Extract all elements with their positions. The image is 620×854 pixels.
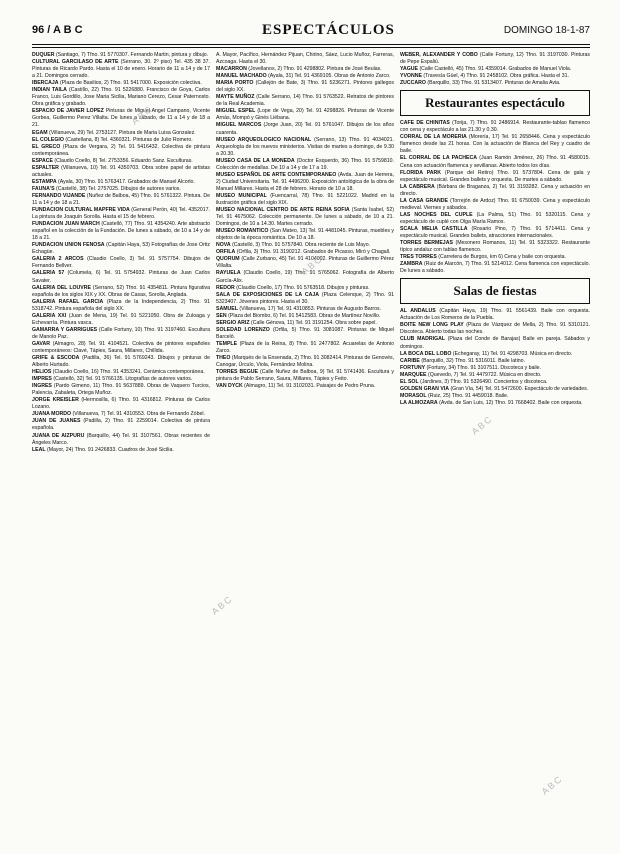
listing-entry (216, 242, 394, 249)
listing-details: (Mesonero Romanos, 11) Tel. 91 5323322. Restaurante típico andaluz con tablao flamenco. (400, 240, 590, 254)
listing-entry (400, 400, 590, 407)
listing-details: (Hermosilla, 6) Tfno. 91 4316812. Pinturas de Carlos Lozano. (32, 397, 210, 411)
listing-details: (Capitán Haya, 19) Tfno. 91 5561439. Baile con orquesta. Actuación de Los Romeros de la Puebla. (400, 308, 590, 322)
listing-name: CARIBE (400, 357, 420, 364)
listing-entry (216, 327, 394, 341)
listing-details: (Castillo, 22) Tfno. 91 5226880. Francisco de Goya, Carlos Franco, Luis Gordillo, Jose Maria Sicilia, Mariano Cerezo, Cesar Paternosto. Obra gráfica y grabado. (32, 87, 210, 108)
listing-details: (Callejón de Bate, 3) Tfno. 91 5236271. Pintores gallegos del siglo XX. (216, 80, 394, 94)
listing-details: (Claudio Coello, 3) Tel. 91 5757754. Dibujos de Fernando Bellver. (32, 256, 210, 270)
listing-entry (32, 193, 210, 207)
listing-name: MUSEO ESPAÑOL DE ARTE CONTEMPORANEO (216, 171, 337, 178)
listing-details: (Doctor Esquerdo, 36) Tfno. 91 5759810. Colección de medallas. De 10 a 14 y de 17 a 19. (216, 157, 394, 171)
listing-name: YVONNE (400, 73, 422, 80)
listing-details: (Calle Fortuny, 10) Tfno. 91 3197460. Escultura de Manolo Paz. (32, 326, 210, 340)
listing-details: (Serrano, 13) Tfno. 91 4034021. Arqueología de los nuevos ministerios. Visitas de martes a domingo, de 9.30 a 20.30. (216, 136, 394, 157)
listing-name: TORRES BERMEJAS (400, 240, 453, 247)
listing-entry (216, 292, 394, 306)
listing-details: (Calle Fortuny, 12) Tfno. 91 3197030. Pinturas de Pepe Espaliú. (400, 52, 590, 66)
listing-entry (216, 52, 394, 66)
listing-entry (400, 240, 590, 254)
listing-name: JORGE KREISLER (32, 397, 79, 404)
listing-details: (Villanueva, 29) Tel. 2753127. Pintura de Maria Luisa Gonzalez. (49, 129, 196, 136)
listing-entry (400, 184, 590, 198)
listing-entry (400, 226, 590, 240)
listing-name: INGRES (32, 383, 52, 390)
listing-name: YAGUE (400, 66, 418, 73)
listing-details: (Parque del Retiro) Tfno. 91 5737804. Cena de gala y espectáculo musical. Grandes ballets y orquesta. De martes a sábado. (400, 169, 590, 183)
listing-details: (San Mateo, 13) Tel. 91 4481045. Pinturas, muebles y objetos de la época romántica. De 10 a 18. (216, 228, 394, 242)
listing-details: (Gran Vía, 54) Tel. 91 5472600. Espectáculo de variedades. (450, 385, 589, 392)
listing-entry (32, 186, 210, 193)
listing-name: IMPRES (32, 376, 52, 383)
listing-details: (Lope de Vega, 20) Tel. 91 4298826. Pinturas de Vicente Arnás, Mompó y Ginés Liébana. (216, 108, 394, 122)
listing-entry (216, 122, 394, 136)
listing-name: MUSEO MUNICIPAL (216, 192, 267, 199)
listing-name: SEN (216, 312, 227, 319)
listing-entry (400, 134, 590, 155)
listing-name: LAS NOCHES DEL CUPLE (400, 211, 473, 218)
listing-name: GOLDEN GRAN VIA (400, 385, 449, 392)
listing-entry (32, 299, 210, 313)
watermark: ABC (129, 103, 155, 127)
listing-name: GRIFE & ESCODA (32, 355, 80, 362)
listing-entry (32, 285, 210, 299)
listing-entry (400, 120, 590, 134)
listing-details: (Morería, 17) Tel. 91 2658446. Cena y espectáculo flamenco desde las 21 horas. Con la actuación de Blanca del Rey y cuadro de baile. (400, 134, 590, 155)
listing-details: (Claudio Coello, 8) Tel. 2753356. Eduardo Sanz. Esculturas. (54, 157, 193, 164)
listing-name: CLUB MADRIGAL (400, 336, 446, 343)
listing-entry (32, 52, 210, 59)
listing-name: MANUEL MACHADO (216, 73, 267, 80)
listing-name: REDOR (216, 284, 235, 291)
listing-details: (Plaza del Biombo, 6) Tel. 91 5412583. Obras de Martínez Novillo. (228, 312, 381, 319)
listing-details: (Villanueva, 17) Tel. 91 4310853. Pinturas de Augusto Barros. (239, 305, 382, 312)
listing-details: (Jardines, 3) Tfno. 91 5326490. Conciertos y discoteca. (420, 378, 548, 385)
listing-name: FLORIDA PARK (400, 169, 442, 176)
listing-entry (216, 313, 394, 320)
listing-entry (400, 254, 590, 261)
restaurants-heading: Restaurantes espectáculo (400, 90, 590, 116)
watermark: ABC (469, 413, 495, 437)
listing-details: (Bárbara de Braganza, 2) Tel. 91 3193282. Cena y actuación en directo. (400, 183, 590, 197)
listing-name: NOVA (216, 242, 231, 249)
listing-details: (Plaza del Conde de Barajas) Baile en pareja. Sábados y domingos. (400, 336, 590, 350)
listing-entry (32, 256, 210, 270)
listing-details: (Quevedo, 7) Tel. 91 4479722. Música en directo. (427, 371, 542, 378)
listing-entry (216, 383, 394, 390)
listing-entry (32, 80, 210, 87)
listing-entry (216, 172, 394, 193)
listing-details: (Castelló, 32) Tel. 91 5766135. Litografías de autores varios. (53, 376, 193, 383)
listing-name: LA BOCA DEL LOBO (400, 350, 452, 357)
listing-name: GAMARRA Y GARRIGUES (32, 326, 98, 333)
listing-details: (Castelló, 38) Tel. 2757025. Dibujos de autores varios. (56, 185, 181, 192)
listing-entry (32, 397, 210, 411)
listing-details: (Echegaray, 11) Tel. 91 4298703. Música en directo. (452, 350, 573, 357)
listing-details: (Capitán Haya, 53) Fotografías de Jose Ortiz Echagüe. (32, 242, 210, 256)
listing-details: (Plaza de Vergara, 2) Tel. 91 5416432. Colectiva de pintura contemporánea. (32, 143, 210, 157)
listing-details: (Orfila, 3) Tfno. 91 3190212. Grabados de Picasso, Miró y Chagall. (236, 249, 391, 256)
listing-name: EL COLEGIO (32, 136, 64, 143)
listing-name: MUSEO ROMANTICO (216, 228, 269, 235)
listing-entry (32, 418, 210, 432)
column-left (32, 52, 210, 842)
listing-details: (La Palma, 51) Tfno. 91 5320115. Cena y espectáculo de cuplé con Olga María Ramos. (400, 211, 590, 225)
header-rule-2 (32, 47, 590, 48)
listing-details: (Plaza de la Independencia, 2) Tfno. 91 5318742. Pintura española del siglo XX. (32, 298, 210, 312)
listing-name: LA ALMOZARA (400, 399, 438, 406)
listing-details: (Torija, 7) Tfno. 91 2486914. Restaurante-tablao flamenco con cena y espectáculo a las 21.30 y 0.30. (400, 120, 590, 134)
listing-entry (400, 308, 590, 322)
listing-name: HELIOS (32, 369, 52, 376)
listing-details: (Mayor, 24) Tfno. 91 2426833. Cuadros de José Sicilia. (47, 446, 174, 453)
listing-entry (32, 383, 210, 397)
listing-entry (216, 158, 394, 172)
listing-entry (400, 73, 590, 80)
listing-entry (32, 87, 210, 108)
listing-details: (Calle Zurbano, 45) Tel. 91 4104002. Pinturas de Guillermo Pérez Villalta. (216, 256, 394, 270)
listing-name: TRES TORRES (400, 254, 437, 261)
listing-details: (Calle Castelló, 45) Tfno. 91 4359014. Grabados de Manuel Viola. (419, 66, 572, 73)
listing-details: (Claudio Coello, 19) Tfno. 91 5765062. Fotografía de Alberto García-Alix. (216, 270, 394, 284)
watermark: ABC (539, 773, 565, 797)
listing-entry (32, 207, 210, 221)
listing-name: JUANA DE AIZPURU (32, 432, 85, 439)
listing-name: ZAMBRA (400, 261, 423, 268)
listing-name: MUSEO CASA DE LA MONEDA (216, 157, 295, 164)
listing-details: (Jorge Juan, 20) Tel. 91 5761047. Dibujos de los años cuarenta. (216, 122, 394, 136)
listing-details: (Castelló, 77) Tfno. 91 4354240. Arte abstracto español en la colección de la Fundación. De lunes a sábado, de 10 a 14 y de 18 a 21. (32, 221, 210, 242)
listing-name: JUANA MORDO (32, 411, 72, 418)
listing-details: (Nuñez de Balboa, 45) Tfno. 91 5761322. Pintura. De 11 a 14 y de 18 a 21. (32, 192, 210, 206)
listing-entry (32, 376, 210, 383)
listing-name: LEAL (32, 446, 46, 453)
listing-details: (Serrano, 52) Tfno. 91 4354811. Pintura figurativa española de los siglos XIX y XX. Obras de Casas, Sorolla, Anglada. (32, 284, 210, 298)
listing-details: (Marqués de la Ensenada, 2) Tfno. 91 3082414. Pinturas de Genovés, Canogar, Úrculo, Viola, Fernández Molina. (216, 355, 394, 369)
listing-name: TEMPLE (216, 340, 238, 347)
listing-name: MORASOL (400, 392, 427, 399)
listing-name: IBERCAJA (32, 80, 59, 87)
listing-entry (400, 170, 590, 184)
watermark: ABC (209, 593, 235, 617)
listing-entry (400, 379, 590, 386)
listing-name: VAN DYCK (216, 383, 243, 390)
listing-entry (32, 59, 210, 80)
listing-entry (400, 80, 590, 87)
listing-name: CORRAL DE LA MORERIA (400, 134, 467, 141)
listing-entry (216, 108, 394, 122)
listing-entry (400, 358, 590, 365)
listing-name: EGAM (32, 129, 48, 136)
listing-name: ORFILA (216, 249, 236, 256)
listing-details: (Barquillo, 44) Tel. 91 3107561. Obras recientes de Ángeles Marco. (32, 432, 210, 446)
listing-name: MUSEO ARQUEOLOGICO NACIONAL (216, 136, 312, 143)
listing-name: SERGIO ARIZ (216, 319, 250, 326)
section-title: ESPECTÁCULOS (262, 22, 395, 38)
listing-name: GAVAR (32, 340, 50, 347)
listing-entry (216, 137, 394, 158)
listing-name: EL SOL (400, 378, 419, 385)
listing-details: (Plaza de la Reina, 8) Tfno. 91 2477802. Acuarelas de Antonio Zarco. (216, 340, 394, 354)
listing-details: (General Perón, 40) Tel. 4352017. La pintura de Joaquín Sorolla. Hasta el 15 de febrero. (32, 207, 210, 221)
listing-details: (Castelló, 3) Tfno. 91 5757840. Obra reciente de Luis Mayo. (232, 242, 371, 249)
listing-entry (216, 341, 394, 355)
listing-name: QUORUM (216, 256, 240, 263)
page-header (32, 22, 590, 42)
listing-entry (32, 108, 210, 129)
listing-entry (216, 193, 394, 207)
listing-details: (Villanueva, 10) Tel. 91 4350703. Obra sobre papel de artistas actuales. (32, 164, 210, 178)
listing-name: FORTUNY (400, 364, 426, 371)
listing-details: (Serrano, 30. 2º piso) Tel. 435 38 37. Pinturas de Ricardo Pardo. Hasta el 10 de enero. Horario de 11 a 14 y de 17 a 21. Domingos cerrado. (32, 59, 210, 80)
listing-entry (32, 411, 210, 418)
listing-name: CULTURAL GARCILASO DE ARTE (32, 59, 119, 66)
listing-details: (Torrejón de Ardoz) Tfno. 91 6750039. Cena y espectáculo medieval. Viernes y sábados. (400, 197, 590, 211)
listing-entry (216, 306, 394, 313)
listing-entry (216, 320, 394, 327)
listing-entry (400, 372, 590, 379)
listing-details: (Ayala, 31) Tel. 91 4369105. Obras de Antonio Zarco. (268, 73, 391, 80)
listing-entry (400, 155, 590, 169)
listing-entry (32, 447, 210, 454)
listing-name: SOLEDAD LORENZO (216, 326, 270, 333)
listing-name: BOITE NEW LONG PLAY (400, 322, 464, 329)
listing-details: (Fuencarral, 78) Tfno. 91 5221022. Madrid en la ilustración gráfica del siglo XIX. (216, 192, 394, 206)
listing-entry (32, 179, 210, 186)
listing-details: (Almagro, 28) Tel. 91 4104521. Colectiva de pintores españoles contemporáneos: Clavé, Tápies, Saura, Millares, Chillida. (32, 340, 210, 354)
listing-details: (Ruiz de Alarcón, 7) Tfno. 91 5214012. Cena flamenca con espectáculo. De lunes a sábado. (400, 261, 590, 275)
listing-details: (Jovellanos, 2) Tfno. 91 4298802. Pintura de José Beulas. (248, 66, 382, 73)
listing-name: DUQUER (32, 52, 55, 58)
listing-name: GALERIA RAFAEL GARCIA (32, 298, 104, 305)
listing-name: ESPACE (32, 157, 53, 164)
listing-name: FUNDACION JUAN MARCH (32, 221, 100, 228)
listing-name: GALERIA DEL LOUVRE (32, 284, 91, 291)
listing-details: (Claudio Coello, 16) Tfno. 91 4353241. Cerámica contemporánea. (52, 369, 205, 376)
listing-name: INDIAN TAILA (32, 87, 67, 94)
listing-name: AL ANDALUS (400, 308, 436, 315)
listing-details: (Columela, 6) Tel. 91 5754932. Pinturas de Juan Carlos Savater. (32, 270, 210, 284)
listing-entry (32, 158, 210, 165)
listing-name: MIGUEL MARCOS (216, 122, 262, 129)
listing-details: (Plaza Celenque, 2) Tfno. 91 5323407. Jóvenes pintores. Hasta el 30. (216, 291, 394, 305)
listing-entry (216, 228, 394, 242)
listing-entry (216, 80, 394, 94)
listing-entry (216, 94, 394, 108)
listing-details: (Barquillo, 32) Tfno. 91 5316011. Baile latino. (421, 357, 525, 364)
listing-name: SCALA MELIA CASTILLA (400, 225, 468, 232)
listing-name: EL GRECO (32, 143, 61, 150)
listing-name: ESTAMPA (32, 178, 57, 185)
listing-group-salas (400, 308, 590, 407)
listing-entry (400, 66, 590, 73)
listing-entry (400, 212, 590, 226)
listing-entry (400, 351, 590, 358)
listing-details: (Calle Génova, 11) Tel. 91 3191254. Obra sobre papel. (250, 319, 377, 326)
listing-details: (Padilla, 2) Tfno. 91 2259014. Colectiva de pintura española. (32, 418, 210, 432)
listing-details: (Juan de Mena, 19) Tel. 91 5221050. Obra de Zuloaga y Echevarría. Pintura vasca. (32, 312, 210, 326)
listing-entry (32, 130, 210, 137)
listing-details: (Travesía Güel, 4) Tfno. 91 2458102. Obra gráfica. Hasta el 31. (423, 73, 569, 80)
listing-entry (400, 365, 590, 372)
listing-entry (32, 165, 210, 179)
listing-entry (400, 261, 590, 275)
listing-name: ESPALTER (32, 164, 59, 171)
listing-entry (32, 270, 210, 284)
listing-entry (400, 386, 590, 393)
listing-details: (Santiago, 7) Tfno. 91 5770307. Fernando Martin, pintura y dibujo. (55, 52, 209, 58)
listing-entry (32, 137, 210, 144)
listing-name: FUNDACION UNION FENOSA (32, 242, 105, 249)
listing-details: (Pardo Gimeno, 11) Tfno. 91 5637889. Obras de Vaquero Turcios, Palencia, Zabaleta, Ortega Muñoz. (32, 383, 210, 397)
listing-details: (Fortuny, 34) Tfno. 91 3107511. Discoteca y baile. (426, 364, 542, 371)
listing-entry (216, 66, 394, 73)
listing-details: (Carretera de Burgos, km 6) Cena y baile con orquesta. (438, 254, 566, 261)
listing-entry (32, 221, 210, 242)
listing-entry (32, 433, 210, 447)
listing-entry (400, 336, 590, 350)
listing-details: Pinturas de Miguel Angel Campano, Vicente Gorbea, Guillermo Perez Villalta. De lunes a sábado, de 11 a 14 y de 18 a 21. (32, 108, 210, 129)
listing-name: MAYTE MUÑOZ (216, 94, 255, 101)
page-number: 96 / A B C (32, 24, 83, 36)
listing-name: LA CABRERA (400, 183, 435, 190)
listing-details: (Rosario Pino, 7) Tfno. 91 5714411. Cena y espectáculo musical. Grandes ballets, atracciones internacionales. (400, 225, 590, 239)
listing-entry (32, 355, 210, 369)
listing-entry (32, 341, 210, 355)
listing-entry (400, 52, 590, 66)
listing-name: MACARRON (216, 66, 247, 73)
listing-details: (Castellana, 8) Tel. 4360321. Pinturas de Julio Romero. (65, 136, 193, 143)
listing-details: (Claudio Coello, 17) Tfno. 91 5763518. Dibujos y pinturas. (236, 284, 370, 291)
listing-group-restaurants (400, 120, 590, 275)
column-right (400, 52, 590, 842)
listing-details: (Avda. de San Luis, 12) Tfno. 91 7668402. Baile con orquesta. (439, 399, 583, 406)
listing-name: RAYUELA (216, 270, 241, 277)
listing-details: (Almagro, 11) Tel. 91 3102031. Paisajes de Pedro Pruna. (244, 383, 376, 390)
listing-name: ZUCCARO (400, 80, 426, 87)
listing-name: CAFE DE CHINITAS (400, 120, 450, 127)
listing-entry (32, 313, 210, 327)
listing-name: ESPACIO DE JAVIER LOPEZ (32, 108, 104, 115)
issue-date: DOMINGO 18-1-87 (503, 25, 590, 36)
watermark: ABC (299, 253, 325, 277)
listing-name: JUAN DE JUANES (32, 418, 81, 425)
listing-entry (216, 285, 394, 292)
listing-details: (Villanueva, 7) Tel. 91 4310553. Obra de Fernando Zóbel. (72, 411, 205, 418)
listing-entry (400, 322, 590, 336)
listing-name: THEO (216, 355, 231, 362)
listing-name: SALA DE EXPOSICIONES DE LA CAJA (216, 291, 319, 298)
listing-entry (216, 73, 394, 80)
listing-details: A. Mayor, Pacífico, Hernández Pijuan, Chirino, Sáez, Lucio Muñoz, Farreras, Azcoaga. Hasta el 30. (216, 52, 394, 66)
listing-entry (32, 242, 210, 256)
listing-name: WEBER, ALEXANDER Y COBO (400, 52, 478, 58)
listing-name: TORRES BEGUE (216, 369, 258, 376)
listing-name: GALERIA 2 ARCOS (32, 256, 84, 263)
listing-details: (Barquillo, 33) Tfno. 91 5313407. Pinturas de Amalia Avia. (427, 80, 561, 87)
listing-entry (400, 393, 590, 400)
listing-name: EL CORRAL DE LA PACHECA (400, 155, 477, 162)
listing-name: LA CASA GRANDE (400, 197, 448, 204)
listing-entry (216, 369, 394, 383)
listing-details: (Calle Serrano, 14) Tfno. 91 5763522. Retratos de pintores de la Real Academia. (216, 94, 394, 108)
listing-name: FAUNA'S (32, 185, 55, 192)
listing-entry (32, 369, 210, 376)
listing-name: GALERIA XXI (32, 312, 67, 319)
listing-entry (32, 144, 210, 158)
listing-name: FERNANDO VIJANDE (32, 192, 86, 199)
column-middle (216, 52, 394, 842)
listing-details: (Avda. Juan de Herrera, 2) Ciudad Universitaria. Tel. 91 4496200. Exposición antológica de la obra de Manuel Millares. Hasta el 28 de febrero. Horario de 10 a 18. (216, 171, 394, 192)
listing-entry (216, 355, 394, 369)
listing-name: GALERIA 57 (32, 270, 65, 277)
listing-details: (Ayala, 30) Tfno. 91 5763417. Grabados de Manuel Alcorlo. (58, 178, 195, 185)
listing-group-galleries (400, 52, 590, 87)
listing-entry (216, 207, 394, 228)
listing-details: (Juan Ramón Jiménez, 26) Tfno. 91 4580015. Cena con actuación flamenca y sevillanas. Abierto todos los días. (400, 155, 590, 169)
header-rule (32, 44, 590, 45)
listing-name: FUNDACION CULTURAL MAPFRE VIDA (32, 207, 130, 214)
listing-details: (Padilla, 36) Tel. 91 5769243. Dibujos y pinturas de Alberto Hurtado. (32, 355, 210, 369)
salas-heading: Salas de fiestas (400, 278, 590, 304)
listing-name: MARQUEE (400, 371, 427, 378)
listing-details: (Santa Isabel, 52) Tel. 91 4675062. Colección permanente. De lunes a sábado, de 10 a 21. Domingos, de 10 a 14.30. Martes cerrado. (216, 207, 394, 228)
listing-name: MUSEO NACIONAL CENTRO DE ARTE REINA SOFIA (216, 207, 350, 214)
listing-details: (Plaza de Basilios, 2) Tfno. 91 5417000. Exposición colectiva. (59, 80, 202, 87)
listing-entry (216, 249, 394, 256)
listing-details: (Ruiz, 25) Tfno. 91 4459018. Baile. (427, 392, 509, 399)
listing-entry (400, 198, 590, 212)
listing-details: (Plaza de Vázquez de Mella, 2) Tfno. 91 5310121. Discoteca. Abierto todas las noches. (400, 322, 590, 336)
listing-entry (32, 327, 210, 341)
listing-details: (Orfila, 5) Tfno. 91 3081087. Pinturas de Miquel Barceló. (216, 326, 394, 340)
listing-name: MIGUEL ESPEL (216, 108, 256, 115)
listing-details: (Calle Nuñez de Balboa, 9) Tel. 91 5741436. Escultura y pintura de Pablo Serrano, Saura, Millares, Tápies y Feito. (216, 369, 394, 383)
listing-name: SAMUEL (216, 305, 238, 312)
listing-name: MARIA PORTO (216, 80, 254, 87)
